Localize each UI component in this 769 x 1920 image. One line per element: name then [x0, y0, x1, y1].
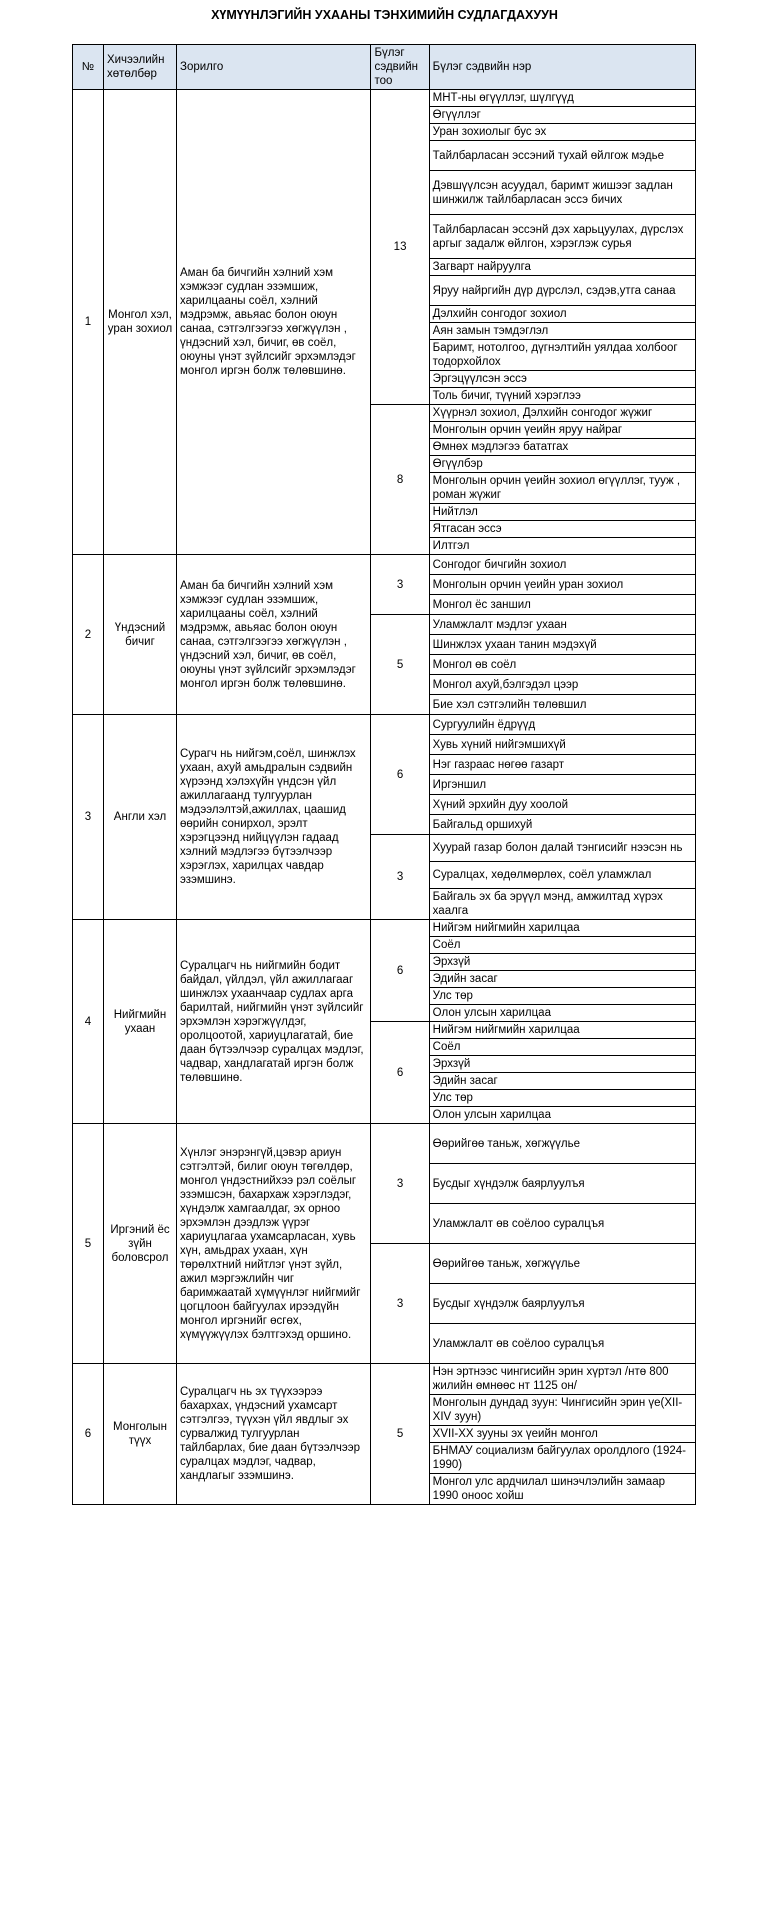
program-name: Монгол хэл, уран зохиол — [103, 90, 176, 555]
topic-name: Олон улсын харилцаа — [429, 1107, 695, 1124]
topic-name: Дэвшүүлсэн асуудал, баримт жишээг задлан шинжилж тайлбарласан эссэ бичих — [429, 171, 695, 215]
topic-name: Нэг газраас нөгөө газарт — [429, 755, 695, 775]
table-body — [73, 90, 696, 1505]
topic-name: Монголын орчин үеийн уран зохиол — [429, 575, 695, 595]
program-goal: Сурагч нь нийгэм,соёл, шинжлэх ухаан, ахуй амьдралын сэдвийн хүрээнд хэлэхүйн үндсэн үйл ажиллагаанд тулгуурлан мэдээлэлтэй,ажиллах, цаашид өөрийн сонирхол, эрэлт хэрэгцээнд нийцүүлэн гадаад хэлний мэдлэгээ бүтээлчээр хэрэглэх, харилцах чавдар эзэмшинэ. — [177, 715, 371, 920]
curriculum-table — [72, 44, 696, 1505]
topic-name: Монголын орчин үеийн яруу найраг — [429, 422, 695, 439]
topic-name: Өгүүллэг — [429, 107, 695, 124]
topic-name: Олон улсын харилцаа — [429, 1005, 695, 1022]
topic-name: Өөрийгөө таньж, хөгжүүлье — [429, 1124, 695, 1164]
topic-name: Хувь хүний нийгэмшихүй — [429, 735, 695, 755]
table-row — [73, 555, 696, 575]
topic-name: Илтгэл — [429, 538, 695, 555]
header-no: № — [73, 45, 104, 90]
topic-name: Баримт, нотолгоо, дүгнэлтийн уялдаа холбоог тодорхойлох — [429, 340, 695, 371]
topic-name: Өмнөх мэдлэгээ бататгах — [429, 439, 695, 456]
topic-name: Бусдыг хүндэлж баярлуулъя — [429, 1284, 695, 1324]
program-name: Англи хэл — [103, 715, 176, 920]
header-topic: Бүлэг сэдвийн нэр — [429, 45, 695, 90]
table-row — [73, 920, 696, 937]
topic-count: 3 — [371, 555, 429, 615]
topic-name: Дэлхийн сонгодог зохиол — [429, 306, 695, 323]
topic-name: Эрхзүй — [429, 954, 695, 971]
row-number: 4 — [73, 920, 104, 1124]
topic-name: Яруу найргийн дүр дүрслэл, сэдэв,утга санаа — [429, 276, 695, 306]
topic-name: Нийгэм нийгмийн харилцаа — [429, 1022, 695, 1039]
topic-count: 8 — [371, 405, 429, 555]
topic-name: БНМАУ социализм байгуулах оролдлого (1924-1990) — [429, 1443, 695, 1474]
topic-name: Хүүрнэл зохиол, Дэлхийн сонгодог жүжиг — [429, 405, 695, 422]
header-program: Хичээлийн хөтөлбөр — [103, 45, 176, 90]
program-goal: Суралцагч нь эх түүхээрээ бахархах, үндэсний ухамсарт сэтгэлгээ, түүхэн үйл явдлыг эх сурвалжид тулгуурлан тайлбарлах, бие даан бүтээлчээр суралцах мэдлэг, чадвар, хандлагыг эзэмшинэ. — [177, 1364, 371, 1505]
topic-name: Шинжлэх ухаан танин мэдэхүй — [429, 635, 695, 655]
topic-name: Хүний эрхийн дуу хоолой — [429, 795, 695, 815]
topic-name: МНТ-ны өгүүллэг, шүлгүүд — [429, 90, 695, 107]
topic-name: Байгаль эх ба эрүүл мэнд, амжилтад хүрэх хаалга — [429, 889, 695, 920]
topic-count: 13 — [371, 90, 429, 405]
topic-name: Сонгодог бичгийн зохиол — [429, 555, 695, 575]
topic-name: Уламжлалт мэдлэг ухаан — [429, 615, 695, 635]
topic-name: Эргэцүүлсэн эссэ — [429, 371, 695, 388]
program-goal: Суралцагч нь нийгмийн бодит байдал, үйлдэл, үйл ажиллагааг шинжлэх ухаанчаар судлах арга барилтай, нийгмийн үнэт зүйлсийг эрхэмлэн хэрэгжүүлдэг, оролцоотой, хариуцлагатай, бие даан бүтээлчээр суралцах мэдлэг, чадвар, хандлагатай иргэн болж төлөвшинө. — [177, 920, 371, 1124]
topic-name: Уламжлалт өв соёлоо суралцъя — [429, 1324, 695, 1364]
header-count: Бүлэг сэдвийн тоо — [371, 45, 429, 90]
topic-name: Суралцах, хөдөлмөрлөх, соёл уламжлал — [429, 862, 695, 889]
topic-name: Эдийн засаг — [429, 971, 695, 988]
topic-name: Эдийн засаг — [429, 1073, 695, 1090]
row-number: 1 — [73, 90, 104, 555]
topic-name: Уран зохиолыг бус эх — [429, 124, 695, 141]
topic-count: 3 — [371, 835, 429, 920]
topic-name: Монгол ёс заншил — [429, 595, 695, 615]
topic-name: Байгальд оршихуй — [429, 815, 695, 835]
table-row — [73, 1124, 696, 1164]
topic-name: Иргэншил — [429, 775, 695, 795]
program-name: Иргэний ёс зүйн боловсрол — [103, 1124, 176, 1364]
topic-name: Монголын орчин үеийн зохиол өгүүллэг, тууж , роман жүжиг — [429, 473, 695, 504]
topic-name: Бие хэл сэтгэлийн төлөвшил — [429, 695, 695, 715]
topic-name: Загварт найруулга — [429, 259, 695, 276]
header-row — [73, 45, 696, 90]
program-name: Монголын түүх — [103, 1364, 176, 1505]
topic-name: Бусдыг хүндэлж баярлуулъя — [429, 1164, 695, 1204]
topic-name: Эрхзүй — [429, 1056, 695, 1073]
topic-name: Соёл — [429, 937, 695, 954]
topic-name: Толь бичиг, түүний хэрэглээ — [429, 388, 695, 405]
topic-name: Тайлбарласан эссэний тухай өйлгож мэдье — [429, 141, 695, 171]
topic-name: Ятгасан эссэ — [429, 521, 695, 538]
topic-name: Сургуулийн ёдрүүд — [429, 715, 695, 735]
topic-name: Хуурай газар болон далай тэнгисийг нээсэн нь — [429, 835, 695, 862]
header-goal: Зорилго — [177, 45, 371, 90]
topic-name: Монгол ахуй,бэлгэдэл цээр — [429, 675, 695, 695]
topic-name: Аян замын тэмдэглэл — [429, 323, 695, 340]
topic-count: 6 — [371, 715, 429, 835]
topic-name: XVII-XX зууны эх үеийн монгол — [429, 1426, 695, 1443]
topic-count: 5 — [371, 1364, 429, 1505]
topic-name: Тайлбарласан эссэнй дэх харьцуулах, дүрслэх аргыг задалж өйлгон, хэрэглэж сурья — [429, 215, 695, 259]
topic-name: Улс төр — [429, 988, 695, 1005]
topic-name: Нэн эртнээс чингисийн эрин хүртэл /нтө 800 жилийн өмнөөс нт 1125 он/ — [429, 1364, 695, 1395]
topic-name: Соёл — [429, 1039, 695, 1056]
table-row — [73, 1364, 696, 1395]
topic-name: Өгүүлбэр — [429, 456, 695, 473]
page-title: ХҮМҮҮНЛЭГИЙН УХААНЫ ТЭНХИМИЙН СУДЛАГДАХУУН — [211, 8, 558, 22]
topic-name: Нийгэм нийгмийн харилцаа — [429, 920, 695, 937]
program-goal: Аман ба бичгийн хэлний хэм хэмжээг судлан эзэмшиж, харилцааны соёл, хэлний мэдрэмж, авьяас болон оюун санаа, сэтгэлгээгээ хөгжүүлэн , үндэсний хэл, бичиг, өв соёл, оюуны үнэт зүйлсийг эрхэмлэдэг монгол иргэн болж төлөвшинө. — [177, 90, 371, 555]
row-number: 5 — [73, 1124, 104, 1364]
topic-name: Өөрийгөө таньж, хөгжүүлье — [429, 1244, 695, 1284]
program-goal: Хүнлэг энэрэнгүй,цэвэр ариун сэтгэлтэй, билиг оюун төгөлдөр, монгол үндэстнийхээ рэл соёлыг эзэмшсэн, бахархаж хэрэглэдэг, хүндэлж хамгаалдаг, эх орноо эрхэмлэн дээдлэж үүрэг хариуцлагаа ухамсарласан, хувь хүн, амьдрах ухаан, хүн төрөлхтний нийтлэг үнэт зүйл, ажил мэргэжлийн чиг баримжаатай хүмүүнлэг нийгмийг цогцлоон байгуулах ирээдүйн монгол иргэнийг өсгөх, хүмүүжүүлэх бэлтгэхэд оршино. — [177, 1124, 371, 1364]
topic-name: Монголын дундад зуун: Чингисийн эрин үе(XII-XIV зуун) — [429, 1395, 695, 1426]
table-row — [73, 90, 696, 107]
row-number: 2 — [73, 555, 104, 715]
topic-name: Монгол улс ардчилал шинэчлэлийн замаар 1990 оноос хойш — [429, 1474, 695, 1505]
topic-count: 6 — [371, 920, 429, 1022]
topic-name: Улс төр — [429, 1090, 695, 1107]
program-name: Үндэсний бичиг — [103, 555, 176, 715]
topic-count: 6 — [371, 1022, 429, 1124]
row-number: 3 — [73, 715, 104, 920]
row-number: 6 — [73, 1364, 104, 1505]
topic-name: Уламжлалт өв соёлоо суралцъя — [429, 1204, 695, 1244]
program-goal: Аман ба бичгийн хэлний хэм хэмжээг судлан эзэмшиж, харилцааны соёл, хэлний мэдрэмж, авьяас болон оюун санаа, сэтгэлгээгээ хөгжүүлэн , үндэсний хэл, бичиг, өв соёл, оюуны үнэт зүйлсийг эрхэмлэдэг монгол иргэн болж төлөвшинө. — [177, 555, 371, 715]
program-name: Нийгмийн ухаан — [103, 920, 176, 1124]
topic-name: Монгол өв соёл — [429, 655, 695, 675]
topic-name: Нийтлэл — [429, 504, 695, 521]
topic-count: 3 — [371, 1244, 429, 1364]
topic-count: 3 — [371, 1124, 429, 1244]
topic-count: 5 — [371, 615, 429, 715]
table-row — [73, 715, 696, 735]
